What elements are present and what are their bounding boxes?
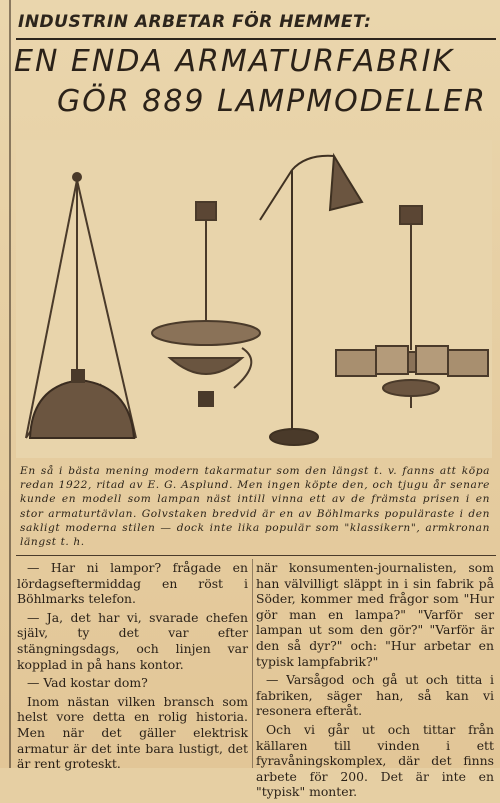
body-paragraph: — Ja, det har vi, svarade chefen själv, ty det var efter stängningsdags, och linjen var kopplad in på hans kontor. [17,609,248,672]
kicker-rule [16,38,496,40]
body-paragraph: — Vad kostar dom? [27,675,148,691]
caption-rule [16,555,496,556]
body-paragraph: — Varsågod och gå ut och titta i fabriken, säger han, så kan vi resonera efteråt. [256,672,494,719]
body-paragraph: när konsumenten-journalisten, som han välvilligt släppt in i sin fabrik på Söder, kommer med frågor som "Hur gör man en lampa?" "Varför ser lampan ut som den gör?" "Varför är den så dyr?" och: "Hur arbetar en typisk lampfabrik?" [256,560,494,669]
left-column-rule [9,0,11,768]
lamp-photograph [16,140,492,458]
article-kicker: INDUSTRIN ARBETAR FÖR HEMMET: [18,12,372,32]
body-paragraph: Inom nästan vilken bransch som helst vore detta en rolig historia. Men när det gäller elektrisk armatur är det inte bara lustigt, det är rent groteskt. [17,693,248,772]
body-paragraph: — Har ni lampor? frågade en lördagseftermiddag en röst i Böhlmarks telefon. [17,560,248,607]
photo-caption: En så i bästa mening modern takarmatur som den längst t. v. fanns att köpa redan 1922, ritad av E. G. Asplund. Men ingen köpte den, och tjugu år senare kunde en modell som lampan näst intill vinna ett av de främsta prisen i en stor armaturtävlan. Golvstaken bredvid är en av Böhlmarks populäraste i den sakligt moderna stilen — dock inte lika populär som "klassikern", armkronan längst t. h. [20,465,490,549]
headline-line-2: GÖR 889 LAMPMODELLER [57,84,488,119]
body-paragraph: Och vi går ut och tittar från källaren till vinden i ett fyravåningskomplex, där det finns arbete för 200. Det är inte en "typisk" monter. [256,721,494,800]
column-separator [252,559,253,768]
headline-line-1: EN ENDA ARMATURFABRIK [14,44,455,79]
article-right-column [256,560,494,803]
article-left-column [17,560,248,775]
